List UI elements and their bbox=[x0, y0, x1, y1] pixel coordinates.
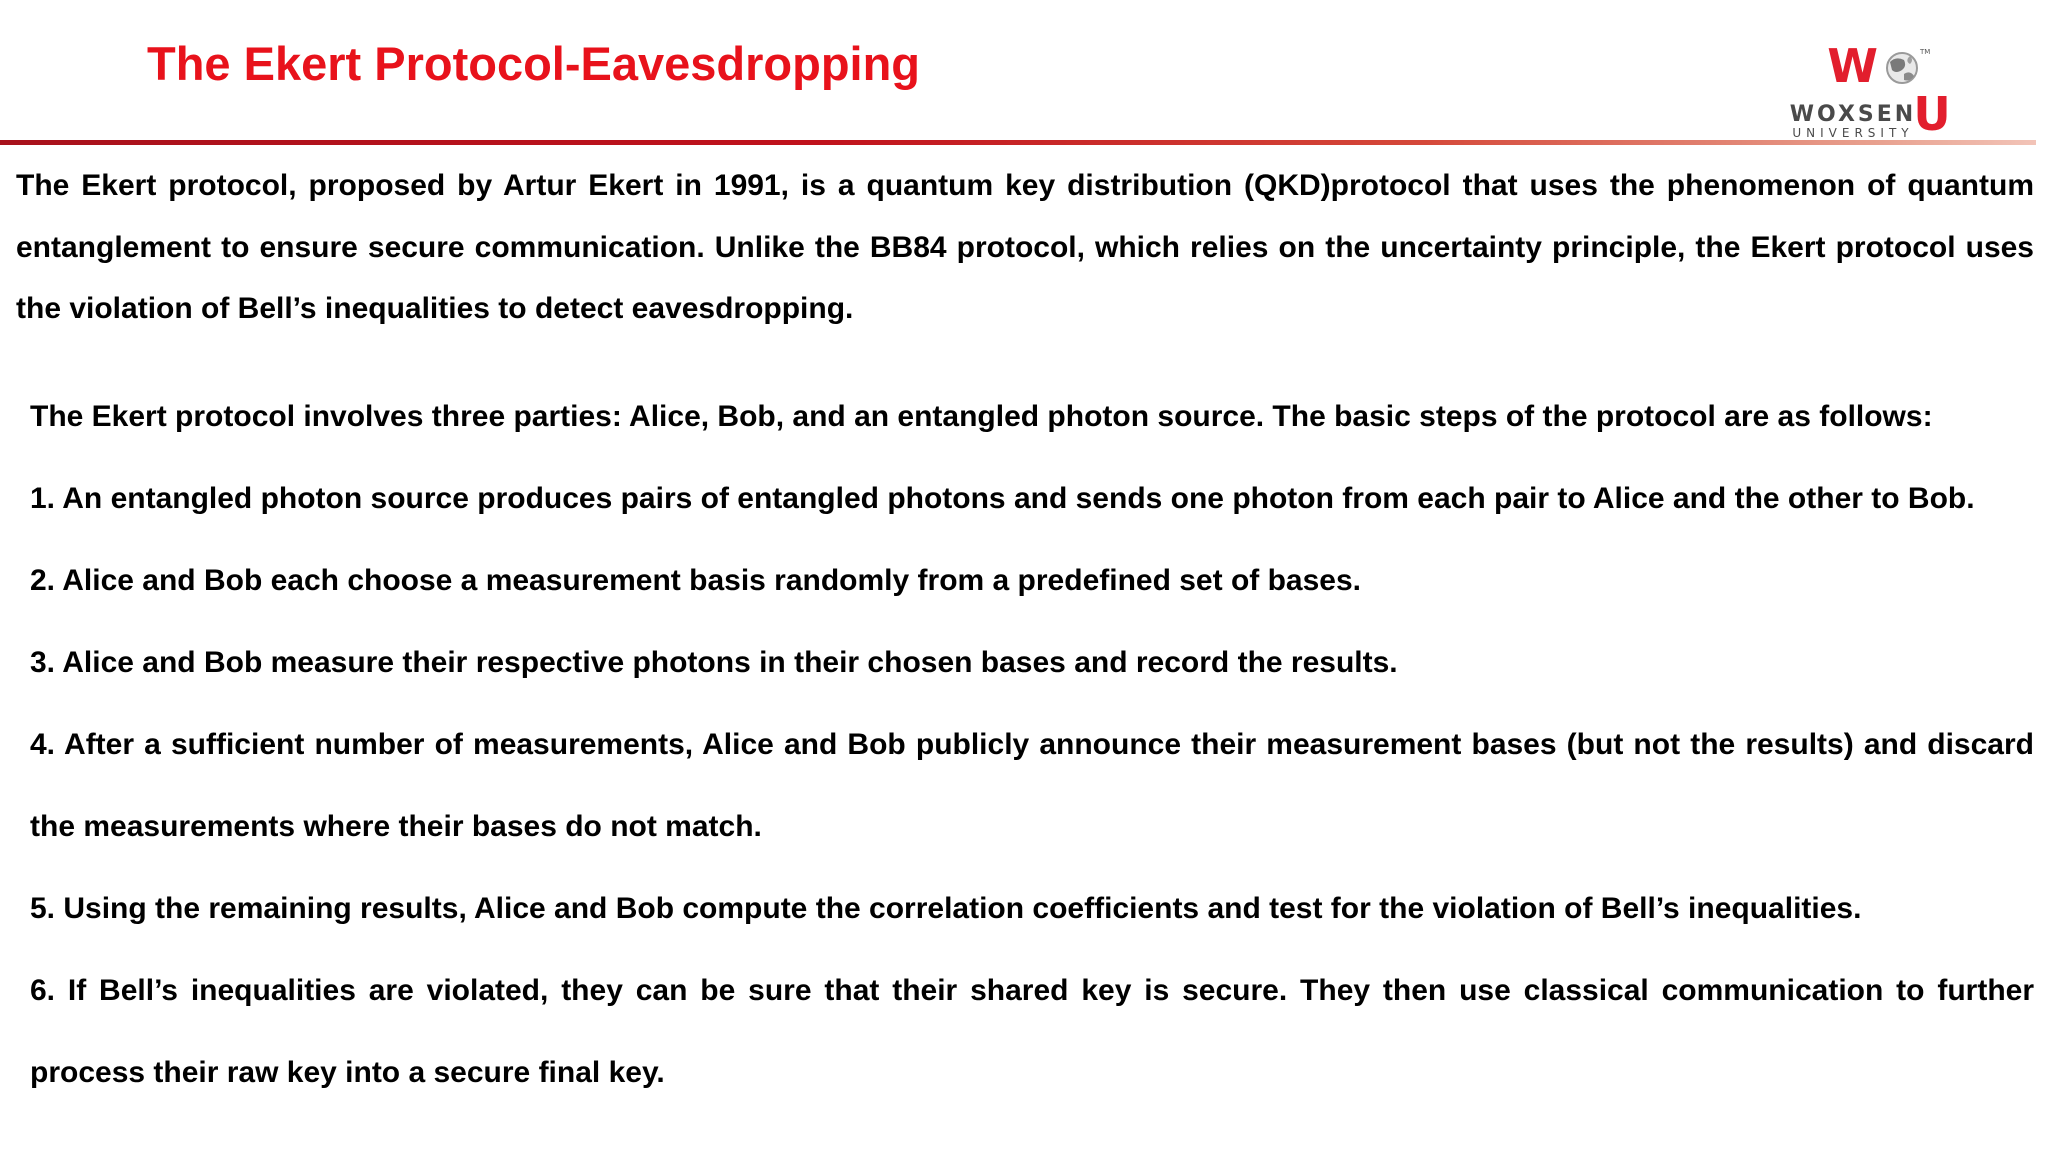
step-item-6: 6. If Bell’s inequalities are violated, they can be sure that their shared key is secure. They then use classical communication to further process their raw key into a secure final key. bbox=[30, 973, 2034, 1089]
logo-subtitle-text: UNIVERSITY bbox=[1792, 126, 1914, 138]
logo-trademark: TM bbox=[1920, 48, 1931, 56]
step-item-2: 2. Alice and Bob each choose a measurement basis randomly from a predefined set of bases. bbox=[30, 563, 1361, 597]
header-divider bbox=[0, 140, 2036, 145]
intro-paragraph: The Ekert protocol, proposed by Artur Ekert in 1991, is a quantum key distribution (QKD)protocol that uses the phenomenon of quantum entanglement to ensure secure communication. Unlike the BB84 protocol, which relies on the uncertainty principle, the Ekert protocol uses the violation of Bell’s inequalities to detect eavesdropping. bbox=[16, 169, 2034, 325]
woxsen-university-logo bbox=[1790, 38, 1980, 138]
step-item-5: 5. Using the remaining results, Alice and Bob compute the correlation coefficients and test for the violation of Bell’s inequalities. bbox=[30, 891, 1862, 925]
globe-icon bbox=[1887, 53, 1917, 83]
step-item-3: 3. Alice and Bob measure their respective photons in their chosen bases and record the results. bbox=[30, 645, 1398, 679]
logo-letter-w: W bbox=[1827, 39, 1878, 93]
step-item-1: 1. An entangled photon source produces pairs of entangled photons and sends one photon from each pair to Alice and the other to Bob. bbox=[30, 481, 1975, 515]
slide-title: The Ekert Protocol-Eavesdropping bbox=[147, 37, 921, 90]
steps-list bbox=[30, 376, 2034, 1114]
steps-lead-in: The Ekert protocol involves three parties: Alice, Bob, and an entangled photon source. The basic steps of the protocol are as follows: bbox=[30, 399, 1933, 433]
step-item-4: 4. After a sufficient number of measurements, Alice and Bob publicly announce their measurement bases (but not the results) and discard the measurements where their bases do not match. bbox=[30, 727, 2034, 843]
logo-letter-u: U bbox=[1913, 87, 1951, 138]
slide-content bbox=[16, 155, 2034, 1114]
logo-brand-text: WOXSEN bbox=[1790, 102, 1917, 127]
